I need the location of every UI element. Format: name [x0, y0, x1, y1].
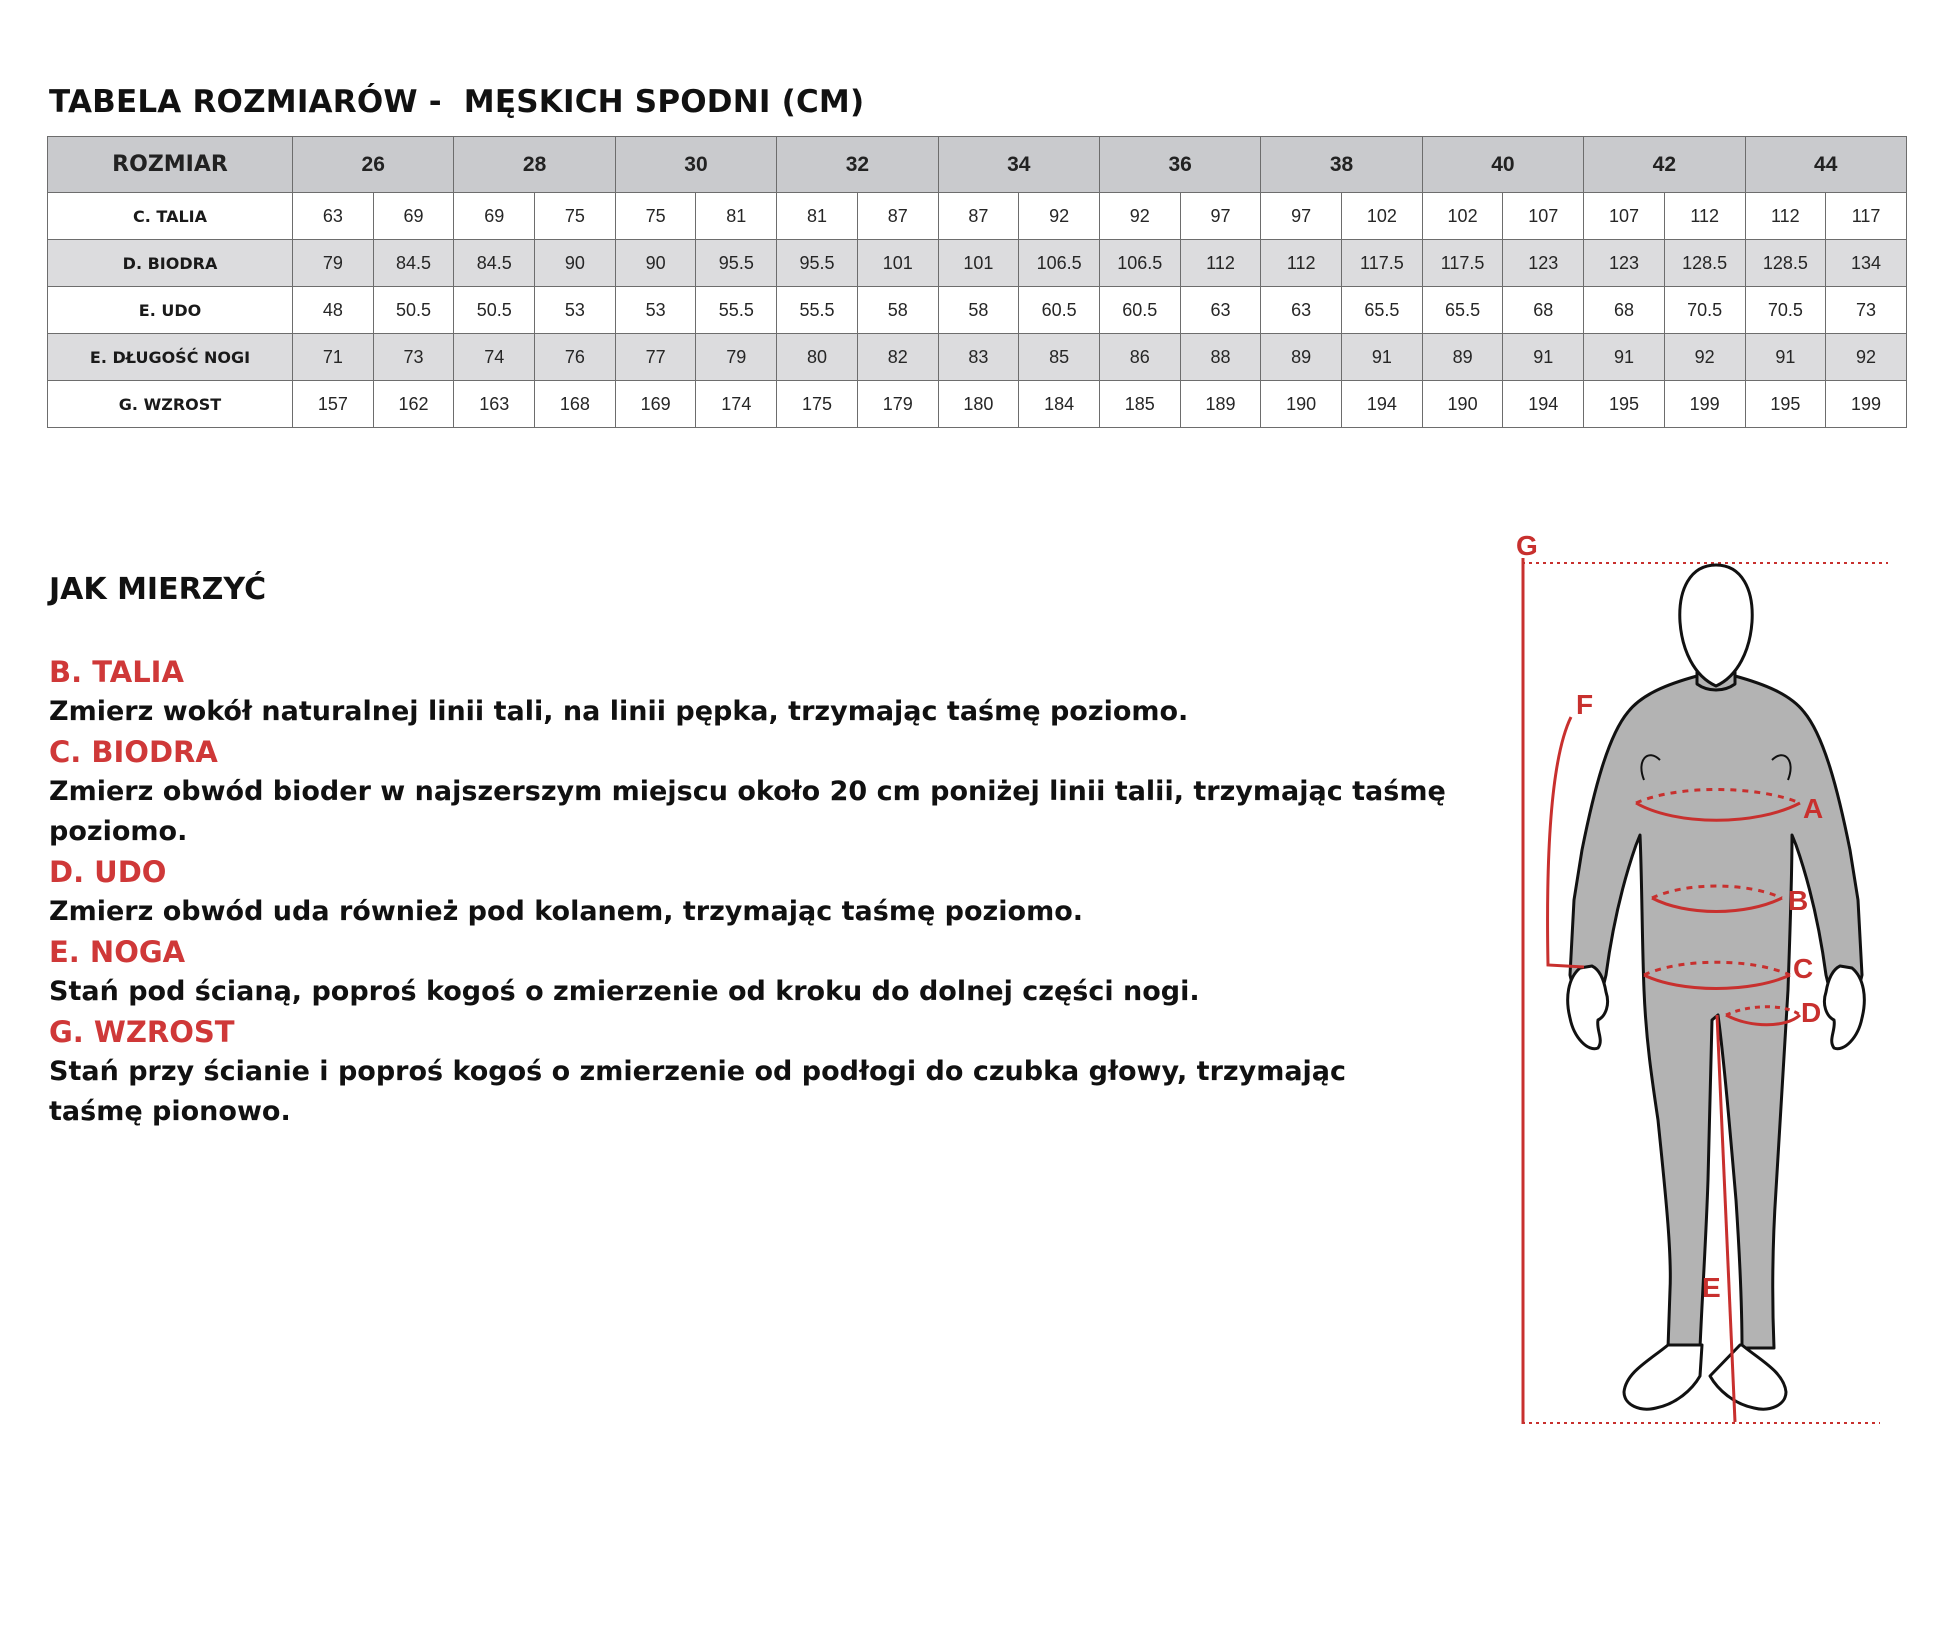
table-cell: 89: [1422, 334, 1503, 381]
table-cell: 75: [615, 193, 696, 240]
table-cell: 97: [1261, 193, 1342, 240]
table-cell: 95.5: [777, 240, 858, 287]
table-cell: 73: [373, 334, 454, 381]
instruction-text: Zmierz wokół naturalnej linii tali, na linii pępka, trzymając taśmę poziomo.: [49, 696, 1189, 727]
size-header-cell: 40: [1422, 137, 1583, 193]
table-cell: 174: [696, 381, 777, 428]
table-cell: 71: [293, 334, 374, 381]
instruction-heading: B. TALIA: [49, 655, 184, 689]
table-cell: 79: [696, 334, 777, 381]
table-cell: 68: [1584, 287, 1665, 334]
table-cell: 117: [1826, 193, 1907, 240]
label-g: G: [1516, 530, 1538, 561]
table-cell: 80: [777, 334, 858, 381]
table-cell: 91: [1342, 334, 1423, 381]
size-header-cell: 26: [293, 137, 454, 193]
table-cell: 65.5: [1422, 287, 1503, 334]
table-cell: 95.5: [696, 240, 777, 287]
table-cell: 81: [777, 193, 858, 240]
size-header-cell: 36: [1099, 137, 1260, 193]
table-cell: 199: [1826, 381, 1907, 428]
table-cell: 83: [938, 334, 1019, 381]
instruction-heading: G. WZROST: [49, 1015, 235, 1049]
table-cell: 128.5: [1664, 240, 1745, 287]
table-cell: 180: [938, 381, 1019, 428]
table-cell: 90: [535, 240, 616, 287]
table-cell: 91: [1503, 334, 1584, 381]
table-cell: 50.5: [454, 287, 535, 334]
table-cell: 128.5: [1745, 240, 1826, 287]
body-figure-svg: [1500, 530, 1900, 1430]
instruction-heading: E. NOGA: [49, 935, 186, 969]
table-cell: 162: [373, 381, 454, 428]
table-cell: 101: [938, 240, 1019, 287]
size-header-cell: 28: [454, 137, 615, 193]
chart-title: TABELA ROZMIARÓW - MĘSKICH SPODNI (CM): [49, 84, 865, 120]
table-cell: 70.5: [1664, 287, 1745, 334]
table-cell: 112: [1180, 240, 1261, 287]
table-cell: 189: [1180, 381, 1261, 428]
row-label: G. WZROST: [48, 381, 293, 428]
right-hand-shape: [1824, 966, 1864, 1049]
table-cell: 157: [293, 381, 374, 428]
label-b: B: [1788, 885, 1809, 916]
table-cell: 97: [1180, 193, 1261, 240]
size-header-cell: 42: [1584, 137, 1745, 193]
instruction-heading: D. UDO: [49, 855, 167, 889]
instruction-text: Stań przy ścianie i poproś kogoś o zmierzenie od podłogi do czubka głowy, trzymając taśmę pionowo.: [49, 1056, 1347, 1127]
table-cell: 92: [1664, 334, 1745, 381]
table-cell: 194: [1503, 381, 1584, 428]
size-header-cell: 38: [1261, 137, 1422, 193]
table-cell: 190: [1261, 381, 1342, 428]
table-cell: 102: [1342, 193, 1423, 240]
table-cell: 199: [1664, 381, 1745, 428]
table-cell: 63: [293, 193, 374, 240]
table-cell: 87: [938, 193, 1019, 240]
table-cell: 68: [1503, 287, 1584, 334]
table-cell: 65.5: [1342, 287, 1423, 334]
table-cell: 112: [1261, 240, 1342, 287]
table-cell: 163: [454, 381, 535, 428]
table-cell: 69: [454, 193, 535, 240]
table-cell: 91: [1584, 334, 1665, 381]
table-cell: 85: [1019, 334, 1100, 381]
label-f: F: [1576, 689, 1594, 720]
table-cell: 79: [293, 240, 374, 287]
size-header-cell: 44: [1745, 137, 1906, 193]
right-foot-shape: [1710, 1345, 1786, 1409]
table-cell: 63: [1261, 287, 1342, 334]
how-to-measure-title: JAK MIERZYĆ: [49, 572, 267, 607]
table-cell: 48: [293, 287, 374, 334]
table-cell: 50.5: [373, 287, 454, 334]
table-cell: 77: [615, 334, 696, 381]
table-cell: 91: [1745, 334, 1826, 381]
table-cell: 179: [857, 381, 938, 428]
table-cell: 76: [535, 334, 616, 381]
label-d: D: [1801, 997, 1822, 1028]
instruction-heading: C. BIODRA: [49, 735, 218, 769]
table-cell: 169: [615, 381, 696, 428]
left-foot-shape: [1624, 1345, 1702, 1409]
table-cell: 60.5: [1019, 287, 1100, 334]
instruction-wzrost: [49, 1012, 1449, 1132]
table-cell: 84.5: [454, 240, 535, 287]
table-cell: 58: [938, 287, 1019, 334]
table-cell: 134: [1826, 240, 1907, 287]
instruction-text: Zmierz obwód uda również pod kolanem, trzymając taśmę poziomo.: [49, 896, 1084, 927]
table-cell: 112: [1664, 193, 1745, 240]
instruction-udo: [49, 852, 1449, 932]
table-cell: 89: [1261, 334, 1342, 381]
row-label: C. TALIA: [48, 193, 293, 240]
table-cell: 53: [615, 287, 696, 334]
table-cell: 92: [1099, 193, 1180, 240]
body-measurement-figure: [1500, 530, 1900, 1430]
instruction-text: Zmierz obwód bioder w najszerszym miejscu około 20 cm poniżej linii talii, trzymając taśmę poziomo.: [49, 776, 1446, 847]
table-cell: 92: [1019, 193, 1100, 240]
table-cell: 101: [857, 240, 938, 287]
table-cell: 190: [1422, 381, 1503, 428]
table-cell: 84.5: [373, 240, 454, 287]
row-label: E. DŁUGOŚĆ NOGI: [48, 334, 293, 381]
table-cell: 82: [857, 334, 938, 381]
table-cell: 123: [1584, 240, 1665, 287]
table-row: [48, 287, 1907, 334]
table-cell: 175: [777, 381, 858, 428]
label-a: A: [1803, 793, 1824, 824]
instruction-biodra: [49, 732, 1449, 852]
size-header-cell: 32: [777, 137, 938, 193]
table-cell: 63: [1180, 287, 1261, 334]
size-header-label: ROZMIAR: [48, 137, 293, 193]
table-cell: 195: [1745, 381, 1826, 428]
left-hand-shape: [1568, 966, 1608, 1049]
table-cell: 195: [1584, 381, 1665, 428]
table-cell: 102: [1422, 193, 1503, 240]
table-cell: 86: [1099, 334, 1180, 381]
table-cell: 168: [535, 381, 616, 428]
table-cell: 112: [1745, 193, 1826, 240]
table-row: [48, 381, 1907, 428]
table-cell: 69: [373, 193, 454, 240]
table-cell: 92: [1826, 334, 1907, 381]
table-cell: 184: [1019, 381, 1100, 428]
table-cell: 73: [1826, 287, 1907, 334]
table-cell: 117.5: [1422, 240, 1503, 287]
table-cell: 55.5: [777, 287, 858, 334]
table-cell: 194: [1342, 381, 1423, 428]
table-cell: 58: [857, 287, 938, 334]
table-cell: 75: [535, 193, 616, 240]
instruction-talia: [49, 652, 1449, 732]
table-cell: 90: [615, 240, 696, 287]
instruction-noga: [49, 932, 1449, 1012]
table-cell: 123: [1503, 240, 1584, 287]
row-label: D. BIODRA: [48, 240, 293, 287]
table-cell: 81: [696, 193, 777, 240]
size-header-cell: 34: [938, 137, 1099, 193]
table-row: [48, 240, 1907, 287]
table-cell: 60.5: [1099, 287, 1180, 334]
measurement-instructions: [49, 652, 1449, 1132]
table-row: [48, 334, 1907, 381]
table-cell: 70.5: [1745, 287, 1826, 334]
table-cell: 106.5: [1019, 240, 1100, 287]
table-cell: 185: [1099, 381, 1180, 428]
table-cell: 107: [1503, 193, 1584, 240]
label-e: E: [1702, 1272, 1721, 1303]
size-header-cell: 30: [615, 137, 776, 193]
table-cell: 53: [535, 287, 616, 334]
instruction-text: Stań pod ścianą, poproś kogoś o zmierzenie od kroku do dolnej części nogi.: [49, 976, 1200, 1007]
table-cell: 88: [1180, 334, 1261, 381]
table-cell: 74: [454, 334, 535, 381]
table-row: [48, 193, 1907, 240]
table-cell: 106.5: [1099, 240, 1180, 287]
row-label: E. UDO: [48, 287, 293, 334]
table-cell: 55.5: [696, 287, 777, 334]
size-header-row: [48, 137, 1907, 193]
table-cell: 107: [1584, 193, 1665, 240]
table-cell: 87: [857, 193, 938, 240]
label-c: C: [1793, 953, 1814, 984]
head-shape: [1680, 565, 1752, 686]
size-table: [47, 136, 1907, 428]
table-cell: 117.5: [1342, 240, 1423, 287]
